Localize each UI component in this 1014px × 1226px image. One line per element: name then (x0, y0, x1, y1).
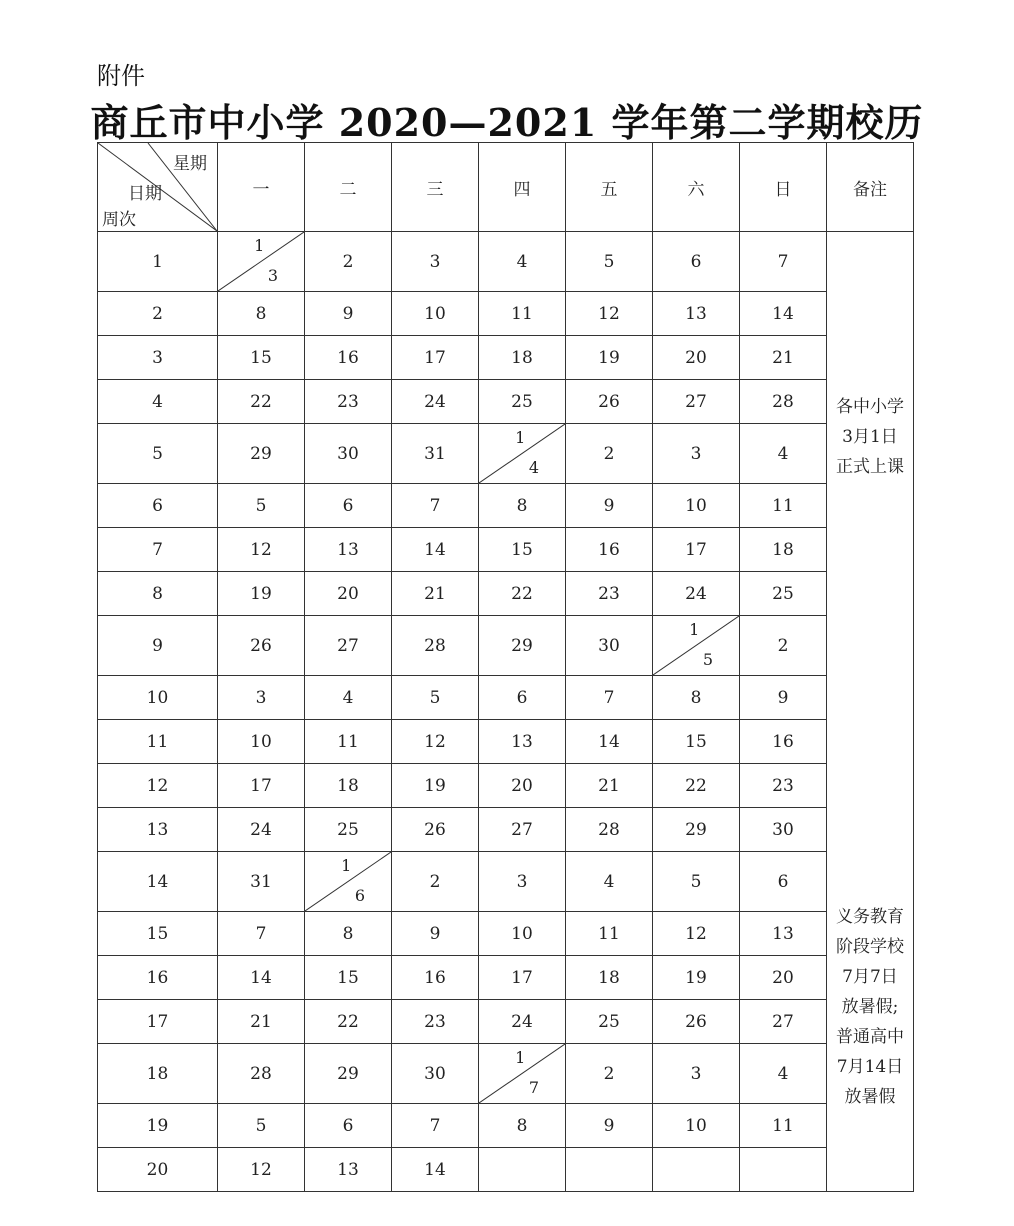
date-cell: 9 (566, 1104, 653, 1148)
date-cell: 29 (218, 424, 305, 484)
date-cell: 23 (305, 380, 392, 424)
week-row (98, 292, 914, 336)
date-cell: 18 (566, 956, 653, 1000)
date-cell: 14 (740, 292, 827, 336)
date-cell: 8 (653, 676, 740, 720)
month-start-cell (653, 616, 740, 676)
date-cell: 27 (305, 616, 392, 676)
date-cell: 28 (218, 1044, 305, 1104)
date-cell: 11 (305, 720, 392, 764)
date-cell: 21 (740, 336, 827, 380)
date-cell: 12 (392, 720, 479, 764)
week-number: 12 (98, 764, 218, 808)
date-cell: 30 (392, 1044, 479, 1104)
date-cell: 7 (740, 232, 827, 292)
note-line: 放暑假 (844, 1086, 896, 1107)
week-number: 1 (98, 232, 218, 292)
notes-cell (827, 232, 914, 1192)
date-cell: 31 (392, 424, 479, 484)
date-cell: 11 (740, 1104, 827, 1148)
date-cell: 20 (653, 336, 740, 380)
day-number: 6 (354, 886, 366, 905)
date-cell: 26 (653, 1000, 740, 1044)
date-cell: 2 (392, 852, 479, 912)
date-cell: 16 (392, 956, 479, 1000)
date-cell: 15 (218, 336, 305, 380)
week-number: 10 (98, 676, 218, 720)
note-line: 正式上课 (836, 456, 904, 477)
date-cell: 25 (305, 808, 392, 852)
note-line: 3月1日 (842, 426, 898, 447)
week-row (98, 424, 914, 484)
date-cell: 29 (653, 808, 740, 852)
week-row (98, 528, 914, 572)
date-cell: 20 (479, 764, 566, 808)
date-cell: 6 (740, 852, 827, 912)
date-cell: 7 (392, 1104, 479, 1148)
date-cell: 17 (392, 336, 479, 380)
date-cell: 14 (392, 528, 479, 572)
date-cell: 20 (305, 572, 392, 616)
week-number: 15 (98, 912, 218, 956)
date-cell: 13 (305, 528, 392, 572)
date-cell: 28 (740, 380, 827, 424)
week-number: 17 (98, 1000, 218, 1044)
month-start-cell (218, 232, 305, 292)
date-cell: 4 (740, 1044, 827, 1104)
date-cell: 24 (392, 380, 479, 424)
date-cell: 13 (740, 912, 827, 956)
date-cell: 10 (392, 292, 479, 336)
week-number: 16 (98, 956, 218, 1000)
date-cell: 10 (479, 912, 566, 956)
date-cell: 19 (653, 956, 740, 1000)
week-row (98, 676, 914, 720)
date-cell: 2 (566, 1044, 653, 1104)
week-row (98, 1148, 914, 1192)
date-cell: 9 (392, 912, 479, 956)
week-number: 18 (98, 1044, 218, 1104)
date-cell: 26 (392, 808, 479, 852)
date-cell (566, 1148, 653, 1192)
day-header: 二 (305, 143, 392, 232)
date-cell: 2 (305, 232, 392, 292)
date-cell: 12 (653, 912, 740, 956)
date-cell: 25 (566, 1000, 653, 1044)
date-cell: 22 (653, 764, 740, 808)
date-cell: 26 (566, 380, 653, 424)
date-cell: 18 (740, 528, 827, 572)
date-cell: 6 (479, 676, 566, 720)
date-cell: 30 (740, 808, 827, 852)
date-cell: 18 (479, 336, 566, 380)
date-cell: 29 (305, 1044, 392, 1104)
week-number: 8 (98, 572, 218, 616)
date-cell: 9 (566, 484, 653, 528)
note-line: 各中小学 (836, 396, 904, 417)
day-header: 五 (566, 143, 653, 232)
day-header: 六 (653, 143, 740, 232)
date-cell: 2 (566, 424, 653, 484)
note-line: 7月14日 (836, 1056, 904, 1077)
week-number: 3 (98, 336, 218, 380)
note-line: 7月7日 (842, 966, 898, 987)
date-cell: 3 (653, 424, 740, 484)
date-cell: 11 (479, 292, 566, 336)
date-cell: 18 (305, 764, 392, 808)
date-cell: 8 (479, 484, 566, 528)
date-cell: 8 (479, 1104, 566, 1148)
week-row (98, 956, 914, 1000)
date-cell: 6 (305, 484, 392, 528)
week-row (98, 616, 914, 676)
date-cell: 24 (653, 572, 740, 616)
note-line: 普通高中 (836, 1026, 904, 1047)
week-row (98, 1104, 914, 1148)
date-cell: 15 (305, 956, 392, 1000)
month-number: 1 (515, 1048, 526, 1067)
week-row (98, 380, 914, 424)
date-cell: 20 (740, 956, 827, 1000)
week-number: 11 (98, 720, 218, 764)
date-cell: 3 (218, 676, 305, 720)
date-cell: 17 (479, 956, 566, 1000)
date-cell: 30 (305, 424, 392, 484)
date-cell: 10 (653, 484, 740, 528)
date-cell: 6 (653, 232, 740, 292)
date-cell: 5 (218, 1104, 305, 1148)
date-cell: 9 (305, 292, 392, 336)
month-number: 1 (254, 236, 265, 255)
date-cell: 21 (218, 1000, 305, 1044)
date-cell: 17 (653, 528, 740, 572)
date-cell: 5 (566, 232, 653, 292)
date-cell: 7 (566, 676, 653, 720)
week-row (98, 808, 914, 852)
attachment-label: 附件 (97, 62, 145, 90)
date-cell: 3 (479, 852, 566, 912)
date-cell: 27 (653, 380, 740, 424)
notes-header: 备注 (827, 143, 914, 232)
week-number: 4 (98, 380, 218, 424)
month-start-cell (479, 424, 566, 484)
date-cell: 19 (392, 764, 479, 808)
date-cell: 19 (566, 336, 653, 380)
date-cell (740, 1148, 827, 1192)
date-cell: 16 (566, 528, 653, 572)
date-cell: 14 (392, 1148, 479, 1192)
date-cell: 17 (218, 764, 305, 808)
school-calendar-table (97, 142, 914, 1192)
week-number: 19 (98, 1104, 218, 1148)
date-cell: 12 (566, 292, 653, 336)
date-cell: 10 (653, 1104, 740, 1148)
corner-date-label: 日期 (128, 184, 162, 204)
date-cell: 30 (566, 616, 653, 676)
month-number: 1 (341, 856, 352, 875)
week-row (98, 912, 914, 956)
date-cell: 13 (479, 720, 566, 764)
week-row (98, 336, 914, 380)
date-cell: 8 (305, 912, 392, 956)
date-cell: 8 (218, 292, 305, 336)
date-cell: 12 (218, 1148, 305, 1192)
date-cell: 25 (740, 572, 827, 616)
note-line: 阶段学校 (836, 936, 904, 957)
date-cell: 4 (566, 852, 653, 912)
note-summer-break (827, 902, 913, 1112)
date-cell: 5 (218, 484, 305, 528)
month-number: 1 (689, 620, 700, 639)
page-title: 商丘市中小学 2020—2021 学年第二学期校历 (90, 100, 924, 145)
corner-weekday-label: 星期 (173, 154, 207, 174)
date-cell: 21 (392, 572, 479, 616)
day-header: 日 (740, 143, 827, 232)
week-number: 6 (98, 484, 218, 528)
day-header: 三 (392, 143, 479, 232)
week-row (98, 764, 914, 808)
corner-cell (98, 143, 218, 232)
date-cell: 23 (392, 1000, 479, 1044)
date-cell: 22 (305, 1000, 392, 1044)
date-cell: 27 (479, 808, 566, 852)
date-cell: 7 (218, 912, 305, 956)
calendar-body (98, 232, 914, 1192)
date-cell: 4 (479, 232, 566, 292)
note-start-of-term (827, 392, 913, 482)
date-cell (653, 1148, 740, 1192)
day-header: 一 (218, 143, 305, 232)
month-start-cell (305, 852, 392, 912)
date-cell: 3 (392, 232, 479, 292)
date-cell: 11 (566, 912, 653, 956)
week-row (98, 572, 914, 616)
header-row (98, 143, 914, 232)
date-cell: 26 (218, 616, 305, 676)
date-cell: 4 (305, 676, 392, 720)
day-number: 5 (702, 650, 714, 669)
date-cell: 23 (740, 764, 827, 808)
date-cell: 9 (740, 676, 827, 720)
week-row (98, 232, 914, 292)
day-number: 4 (528, 458, 540, 477)
week-row (98, 1044, 914, 1104)
corner-week-no-label: 周次 (102, 210, 136, 230)
date-cell (479, 1148, 566, 1192)
date-cell: 3 (653, 1044, 740, 1104)
week-row (98, 484, 914, 528)
day-number: 7 (528, 1078, 540, 1097)
date-cell: 13 (305, 1148, 392, 1192)
date-cell: 11 (740, 484, 827, 528)
date-cell: 4 (740, 424, 827, 484)
week-number: 9 (98, 616, 218, 676)
date-cell: 24 (218, 808, 305, 852)
date-cell: 15 (653, 720, 740, 764)
week-number: 7 (98, 528, 218, 572)
date-cell: 23 (566, 572, 653, 616)
date-cell: 25 (479, 380, 566, 424)
date-cell: 7 (392, 484, 479, 528)
date-cell: 15 (479, 528, 566, 572)
date-cell: 16 (305, 336, 392, 380)
day-number: 3 (267, 266, 279, 285)
week-number: 5 (98, 424, 218, 484)
date-cell: 22 (218, 380, 305, 424)
date-cell: 12 (218, 528, 305, 572)
date-cell: 2 (740, 616, 827, 676)
date-cell: 5 (392, 676, 479, 720)
day-header: 四 (479, 143, 566, 232)
date-cell: 13 (653, 292, 740, 336)
month-number: 1 (515, 428, 526, 447)
date-cell: 5 (653, 852, 740, 912)
date-cell: 27 (740, 1000, 827, 1044)
date-cell: 22 (479, 572, 566, 616)
week-number: 14 (98, 852, 218, 912)
week-number: 13 (98, 808, 218, 852)
date-cell: 24 (479, 1000, 566, 1044)
week-row (98, 720, 914, 764)
week-row (98, 1000, 914, 1044)
date-cell: 14 (566, 720, 653, 764)
date-cell: 21 (566, 764, 653, 808)
month-start-cell (479, 1044, 566, 1104)
date-cell: 31 (218, 852, 305, 912)
date-cell: 28 (392, 616, 479, 676)
date-cell: 6 (305, 1104, 392, 1148)
note-line: 义务教育 (836, 906, 904, 927)
week-row (98, 852, 914, 912)
date-cell: 28 (566, 808, 653, 852)
note-line: 放暑假; (841, 996, 899, 1017)
date-cell: 10 (218, 720, 305, 764)
week-number: 20 (98, 1148, 218, 1192)
week-number: 2 (98, 292, 218, 336)
date-cell: 14 (218, 956, 305, 1000)
date-cell: 19 (218, 572, 305, 616)
date-cell: 29 (479, 616, 566, 676)
date-cell: 16 (740, 720, 827, 764)
